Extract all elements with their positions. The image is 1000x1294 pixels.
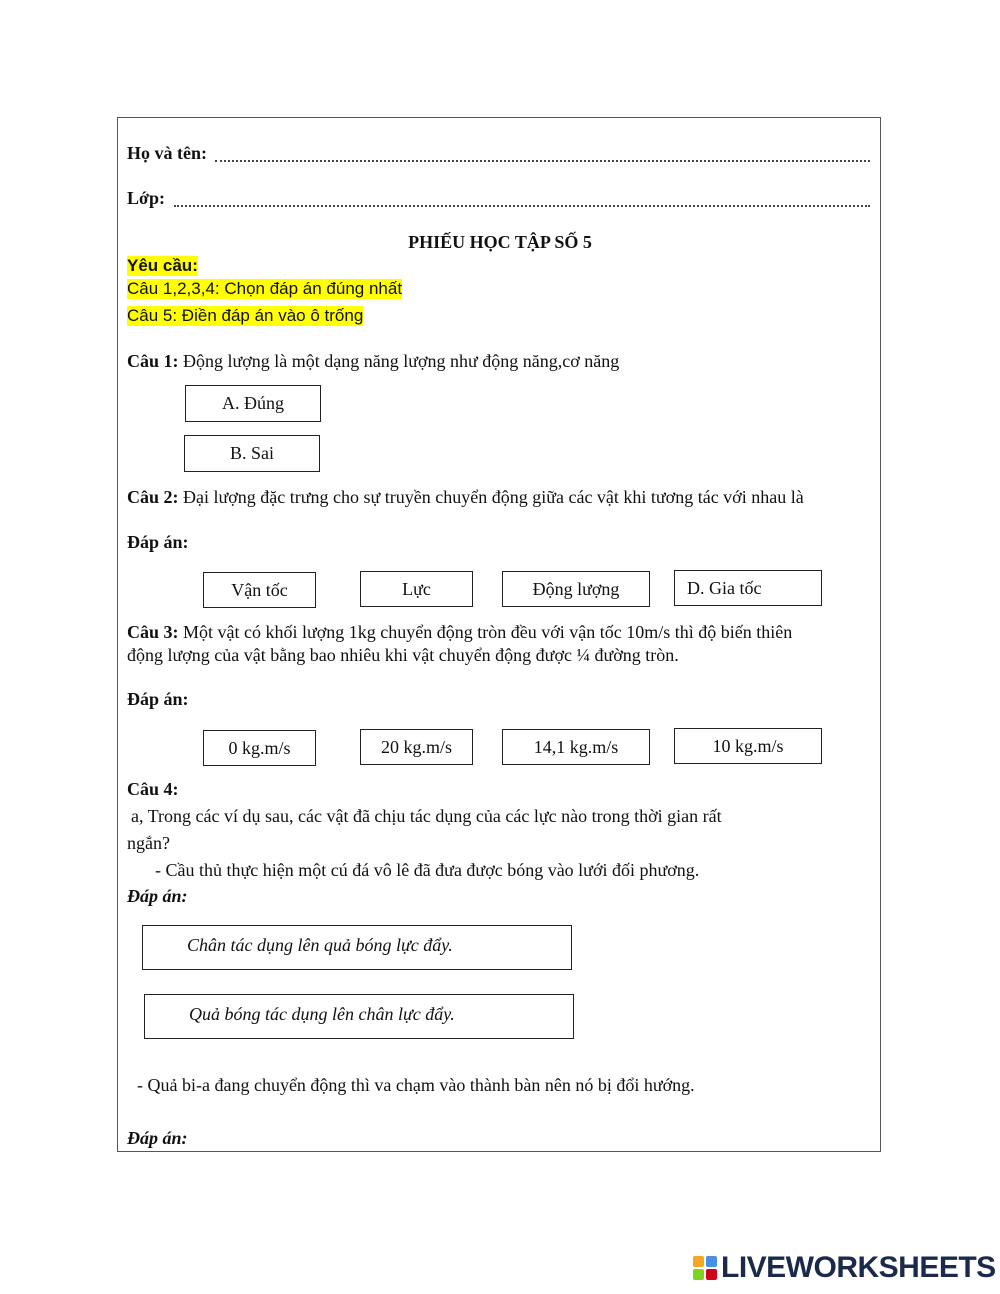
question-1-text: Động lượng là một dạng năng lượng như động năng,cơ năng xyxy=(183,351,620,371)
question-3-label: Câu 3: xyxy=(127,622,179,642)
logo-square-orange xyxy=(693,1256,704,1267)
question-3-text-line-2: động lượng của vật bằng bao nhiêu khi vật chuyển động được ¼ đường tròn. xyxy=(127,645,679,665)
class-dotted-line xyxy=(174,205,870,207)
page-title: PHIẾU HỌC TẬP SỐ 5 xyxy=(408,232,592,252)
q4-option-2[interactable]: Quả bóng tác dụng lên chân lực đẩy. xyxy=(144,994,574,1039)
q4-part-a-line-1: a, Trong các ví dụ sau, các vật đã chịu tác dụng của các lực nào trong thời gian rất xyxy=(131,806,722,826)
q4-part-a-line-2: ngắn? xyxy=(127,833,170,853)
requirements-label: Yêu cầu: xyxy=(127,256,198,275)
question-2-text: Đại lượng đặc trưng cho sự truyền chuyển động giữa các vật khi tương tác với nhau là xyxy=(183,487,804,507)
q4-option-1[interactable]: Chân tác dụng lên quả bóng lực đẩy. xyxy=(142,925,572,970)
logo-square-red xyxy=(706,1269,717,1280)
q4-answer-label-2: Đáp án: xyxy=(127,1128,188,1148)
question-3 xyxy=(127,622,792,643)
question-1-label: Câu 1: xyxy=(127,351,179,371)
class-label: Lớp: xyxy=(127,188,165,208)
q2-option-1[interactable]: Vận tốc xyxy=(203,572,316,608)
q3-option-1[interactable]: 0 kg.m/s xyxy=(203,730,316,766)
liveworksheets-wordmark: LIVEWORKSHEETS xyxy=(721,1251,996,1284)
logo-square-blue xyxy=(706,1256,717,1267)
q1-option-b[interactable]: B. Sai xyxy=(184,435,320,472)
q3-option-3[interactable]: 14,1 kg.m/s xyxy=(502,729,650,765)
liveworksheets-logo xyxy=(693,1252,996,1284)
q4-example-2: - Quả bi-a đang chuyển động thì va chạm vào thành bàn nên nó bị đổi hướng. xyxy=(137,1075,695,1095)
question-4-label: Câu 4: xyxy=(127,779,179,799)
question-1 xyxy=(127,351,619,372)
q3-option-4[interactable]: 10 kg.m/s xyxy=(674,728,822,764)
q2-option-3[interactable]: Động lượng xyxy=(502,571,650,607)
question-2 xyxy=(127,487,804,508)
question-3-text-line-1: Một vật có khối lượng 1kg chuyển động tròn đều với vận tốc 10m/s thì độ biến thiên xyxy=(183,622,793,642)
q3-answer-label: Đáp án: xyxy=(127,689,189,709)
q4-example-1: - Cầu thủ thực hiện một cú đá vô lê đã đưa được bóng vào lưới đối phương. xyxy=(155,860,700,880)
q3-option-2[interactable]: 20 kg.m/s xyxy=(360,729,473,765)
requirements-line-2: Câu 5: Điền đáp án vào ô trống xyxy=(127,306,364,325)
q4-answer-label-1: Đáp án: xyxy=(127,886,188,906)
logo-square-green xyxy=(693,1269,704,1280)
requirements-line-1: Câu 1,2,3,4: Chọn đáp án đúng nhất xyxy=(127,279,403,298)
q2-option-4[interactable]: D. Gia tốc xyxy=(674,570,822,606)
q2-option-2[interactable]: Lực xyxy=(360,571,473,607)
name-label: Họ và tên: xyxy=(127,143,207,163)
liveworksheets-mark-icon xyxy=(693,1256,717,1280)
name-dotted-line xyxy=(215,160,870,162)
q2-answer-label: Đáp án: xyxy=(127,532,189,552)
q1-option-a[interactable]: A. Đúng xyxy=(185,385,321,422)
question-2-label: Câu 2: xyxy=(127,487,179,507)
